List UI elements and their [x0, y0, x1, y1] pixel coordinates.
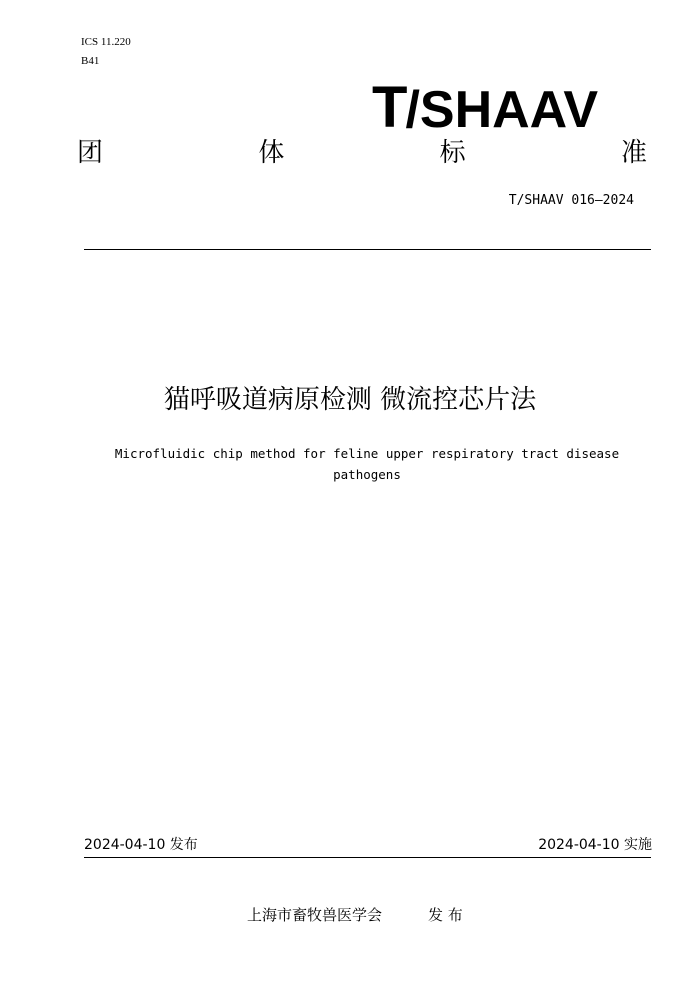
standard-logo	[372, 75, 599, 140]
standard-type-heading	[77, 137, 647, 169]
standard-type-char-2: 体	[258, 138, 285, 168]
publisher-name: 上海市畜牧兽医学会	[247, 906, 383, 924]
bottom-divider	[84, 857, 651, 858]
ics-code: ICS 11.220	[81, 36, 131, 48]
standard-number: T/SHAAV 016—2024	[508, 193, 634, 208]
standard-type-char-4: 准	[620, 138, 647, 168]
title-chinese: 猫呼吸道病原检测 微流控芯片法	[163, 385, 537, 415]
standard-type-char-3: 标	[439, 138, 466, 168]
title-english: Microfluidic chip method for feline upper respiratory tract disease pathogens	[114, 446, 620, 482]
logo-t: T	[372, 75, 406, 140]
implementation-date: 2024-04-10 实施	[538, 837, 652, 853]
issue-date: 2024-04-10 发布	[84, 837, 198, 853]
logo-org: /SHAAV	[405, 81, 599, 139]
top-divider	[84, 249, 651, 250]
standard-type-char-1: 团	[77, 138, 104, 168]
publish-label: 发 布	[428, 906, 463, 924]
classification-code: B41	[81, 55, 100, 67]
